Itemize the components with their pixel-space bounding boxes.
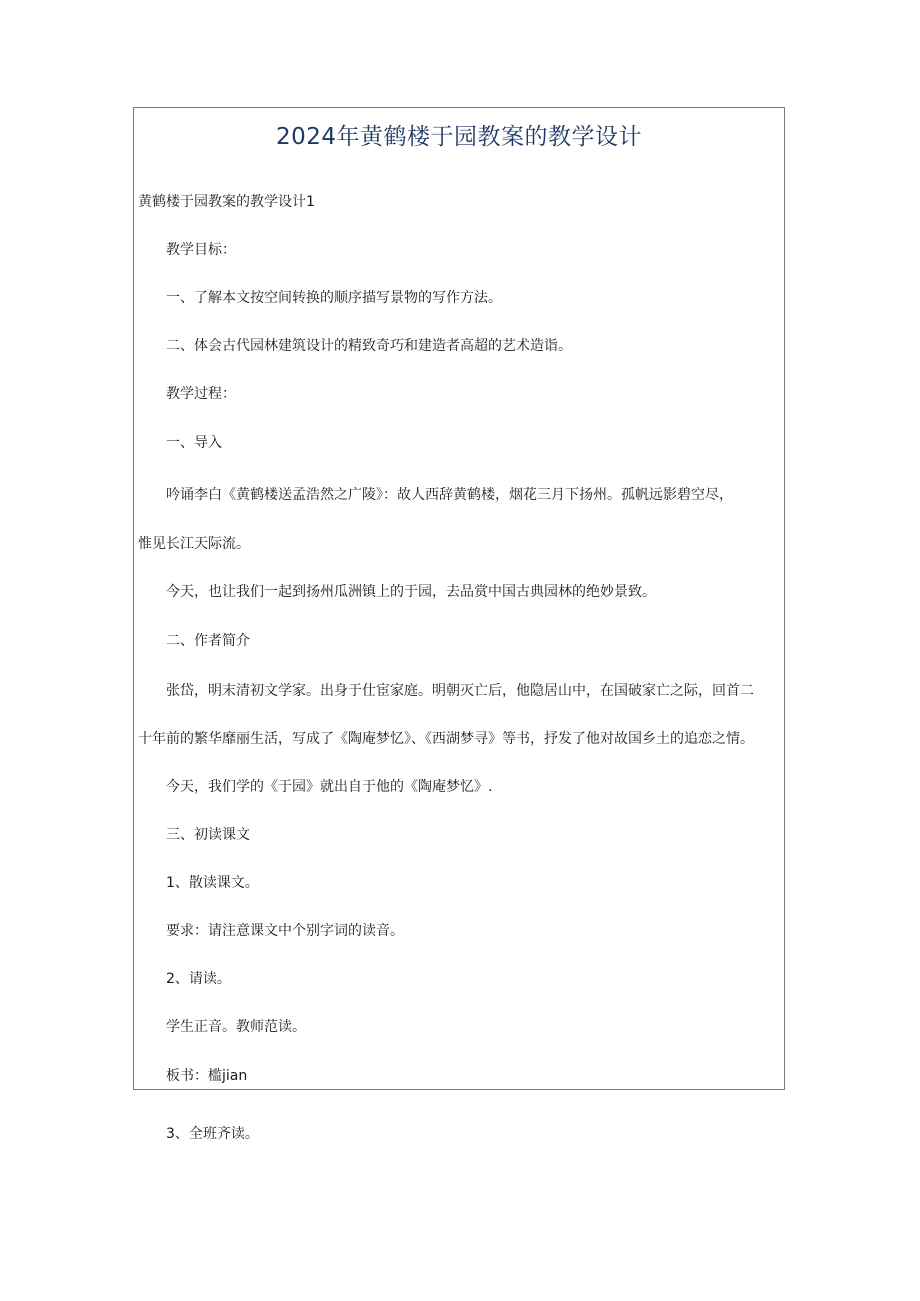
objective-2: 二、体会古代园林建筑设计的精致奇巧和建造者高超的艺术造诣。 [166, 338, 572, 354]
author-paragraph-cont: 十年前的繁华靡丽生活，写成了《陶庵梦忆》、《西湖梦寻》等书，抒发了他对故国乡土的追恋之情。 [138, 731, 754, 747]
reading-step-1: 1、散读课文。 [166, 875, 259, 891]
intro-paragraph-2: 今天，也让我们一起到扬州瓜洲镇上的于园，去品赏中国古典园林的绝妙景致。 [166, 584, 656, 600]
objectives-heading: 教学目标： [166, 242, 236, 258]
reading-step-2: 2、请读。 [166, 971, 231, 987]
section-heading: 黄鹤楼于园教案的教学设计1 [138, 194, 315, 210]
intro-paragraph: 吟诵李白《黄鹤楼送孟浩然之广陵》：故人西辞黄鹤楼，烟花三月下扬州。孤帆远影碧空尽， [166, 487, 733, 503]
reading-step-3: 3、全班齐读。 [166, 1126, 259, 1142]
author-paragraph: 张岱，明末清初文学家。出身于仕宦家庭。明朝灭亡后，他隐居山中，在国破家亡之际，回首二 [166, 683, 754, 699]
pronunciation-note: 学生正音。教师范读。 [166, 1019, 306, 1035]
process-heading: 教学过程： [166, 386, 236, 402]
first-reading-heading: 三、初读课文 [166, 827, 250, 843]
intro-paragraph-cont: 惟见长江天际流。 [138, 536, 250, 552]
document-title: 2024年黄鹤楼于园教案的教学设计 [275, 124, 643, 150]
objective-1: 一、了解本文按空间转换的顺序描写景物的写作方法。 [166, 290, 502, 306]
author-heading: 二、作者简介 [166, 633, 250, 649]
author-paragraph-2: 今天，我们学的《于园》就出自于他的《陶庵梦忆》. [166, 779, 493, 795]
blackboard-note: 板书：槛jian [166, 1068, 248, 1084]
reading-requirement: 要求：请注意课文中个别字词的读音。 [166, 923, 404, 939]
step-intro-heading: 一、导入 [166, 435, 222, 451]
